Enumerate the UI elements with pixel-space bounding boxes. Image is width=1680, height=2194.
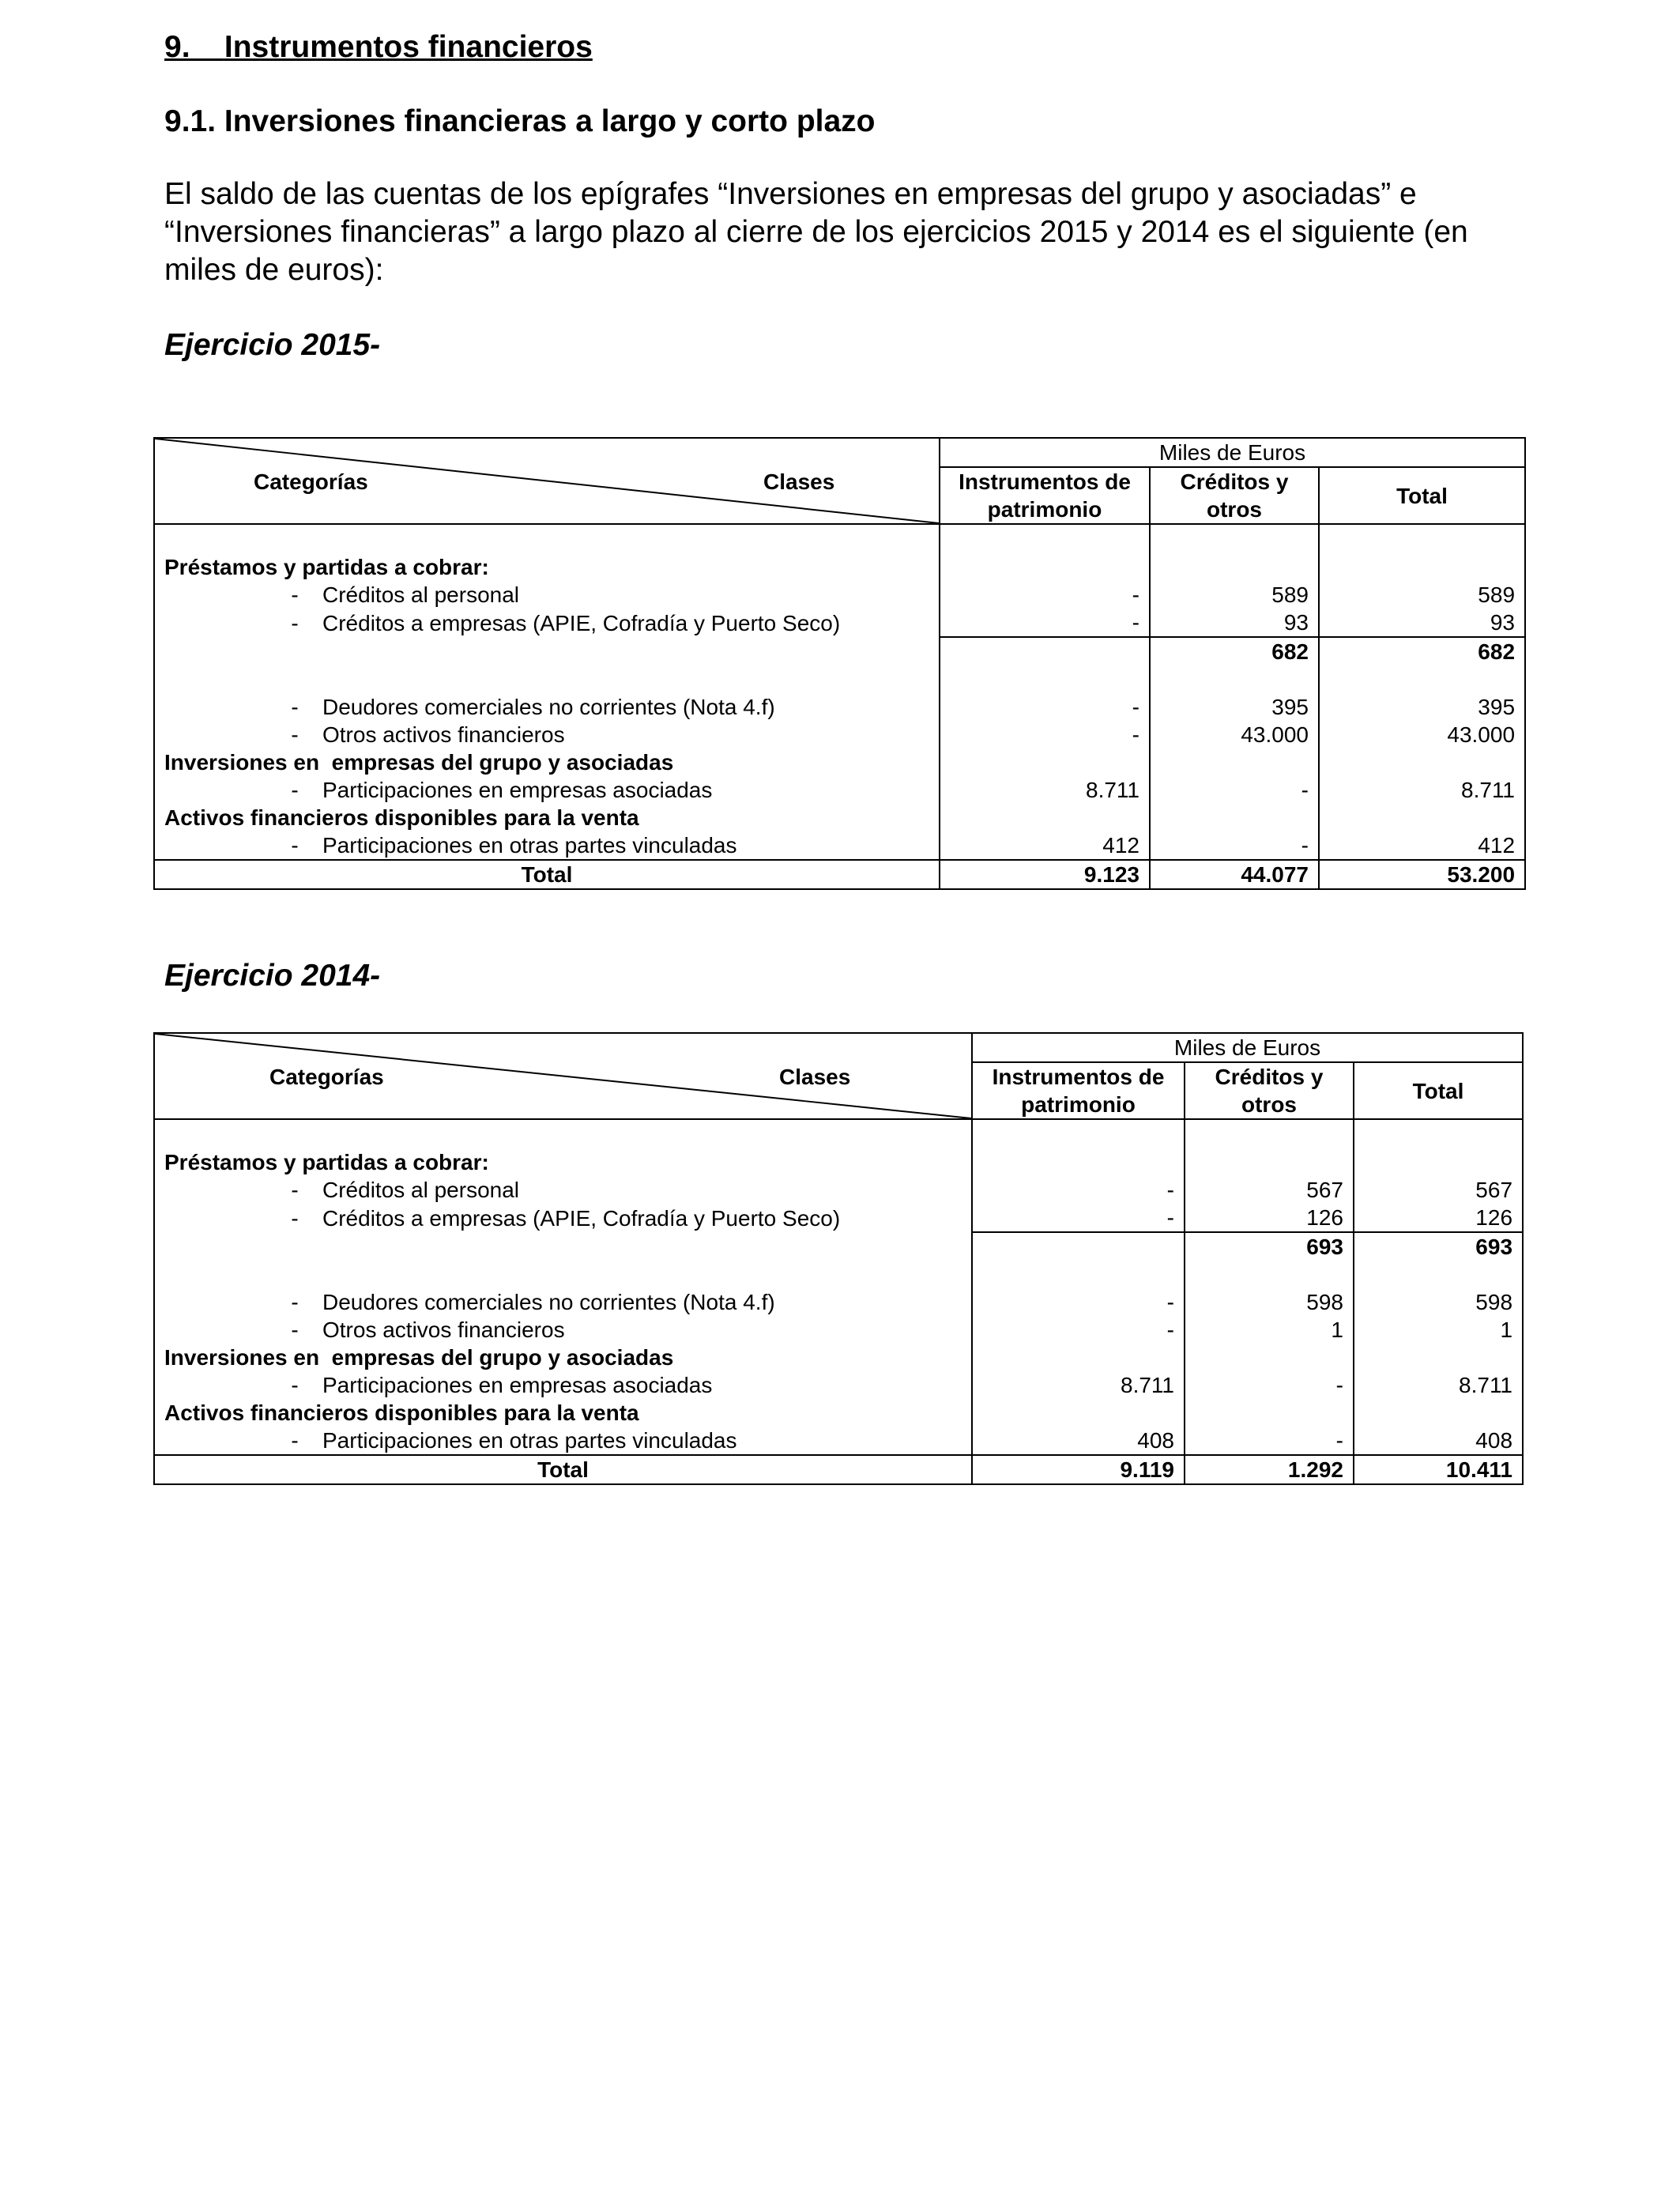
total-row: Total 9.119 1.292 10.411 [154, 1455, 1523, 1484]
col-header-creditos: Créditos y otros [1185, 1062, 1354, 1119]
inversiones-label: Inversiones en empresas del grupo y asociadas [154, 748, 940, 776]
table-row: - Créditos a empresas (APIE, Cofradía y Puerto Seco) - 126 126 [154, 1204, 1523, 1232]
col-header-instrumentos: Instrumentos de patrimonio [940, 467, 1150, 524]
table-row [154, 553, 1525, 581]
activos-label: Activos financieros disponibles para la venta [154, 1399, 972, 1427]
row-label: Participaciones en empresas asociadas [322, 778, 713, 802]
corner-header-cell [154, 438, 940, 524]
table-row [154, 748, 1525, 776]
miles-de-euros-header: Miles de Euros [940, 438, 1525, 467]
categorias-label: Categorías [269, 1065, 384, 1089]
col-header-creditos: Créditos y otros [1150, 467, 1319, 524]
row-label: Participaciones en otras partes vinculadas [322, 833, 737, 858]
prestamos-label: Préstamos y partidas a cobrar: [154, 1148, 972, 1176]
table-row: - Otros activos financieros - 1 1 [154, 1316, 1523, 1344]
table-row [154, 804, 1525, 831]
table-row: - Participaciones en otras partes vinculadas 412 - 412 [154, 831, 1525, 860]
subsection-heading: 9.1. Inversiones financieras a largo y corto plazo [164, 104, 876, 138]
section-heading [164, 30, 593, 65]
row-label: Deudores comerciales no corrientes (Nota 4.f) [322, 695, 775, 719]
section-number: 9. [164, 30, 190, 64]
year-title-2015: Ejercicio 2015- [164, 328, 381, 362]
table-row: - Créditos al personal - 567 567 [154, 1176, 1523, 1204]
row-label: Créditos a empresas (APIE, Cofradía y Puerto Seco) [322, 1206, 841, 1231]
table-row: - Otros activos financieros - 43.000 43.000 [154, 721, 1525, 748]
categorias-label: Categorías [254, 469, 368, 494]
table-row [154, 1344, 1523, 1371]
row-label: Créditos al personal [322, 582, 520, 607]
row-label: Otros activos financieros [322, 722, 565, 747]
row-label: Créditos al personal [322, 1178, 520, 1202]
subtotal-row: 682 682 [154, 637, 1525, 665]
table-row [154, 1399, 1523, 1427]
total-row: Total 9.123 44.077 53.200 [154, 860, 1525, 889]
clases-label: Clases [763, 469, 835, 494]
row-label: Créditos a empresas (APIE, Cofradía y Puerto Seco) [322, 611, 841, 635]
row-label: Otros activos financieros [322, 1318, 565, 1342]
table-row: - Deudores comerciales no corrientes (Nota 4.f) - 395 395 [154, 693, 1525, 721]
row-label: Participaciones en empresas asociadas [322, 1373, 713, 1397]
row-label: Participaciones en otras partes vinculadas [322, 1428, 737, 1453]
table-row: - Participaciones en empresas asociadas 8.711 - 8.711 [154, 776, 1525, 804]
table-row: - Deudores comerciales no corrientes (Nota 4.f) - 598 598 [154, 1288, 1523, 1316]
table-row: - Créditos al personal - 589 589 [154, 581, 1525, 609]
col-header-total: Total [1354, 1062, 1523, 1119]
col-header-instrumentos: Instrumentos de patrimonio [972, 1062, 1185, 1119]
row-label: Deudores comerciales no corrientes (Nota 4.f) [322, 1290, 775, 1314]
table-2015 [153, 437, 1526, 890]
year-title-2014: Ejercicio 2014- [164, 959, 381, 993]
miles-de-euros-header: Miles de Euros [972, 1033, 1523, 1062]
inversiones-label: Inversiones en empresas del grupo y asociadas [154, 1344, 972, 1371]
clases-label: Clases [779, 1065, 851, 1089]
table-row [154, 1148, 1523, 1176]
table-row: - Participaciones en otras partes vinculadas 408 - 408 [154, 1427, 1523, 1455]
table-row: - Créditos a empresas (APIE, Cofradía y Puerto Seco) - 93 93 [154, 609, 1525, 637]
prestamos-label: Préstamos y partidas a cobrar: [154, 553, 940, 581]
table-row: - Participaciones en empresas asociadas 8.711 - 8.711 [154, 1371, 1523, 1399]
activos-label: Activos financieros disponibles para la venta [154, 804, 940, 831]
section-title: Instrumentos financieros [224, 30, 593, 64]
corner-header-cell [154, 1033, 972, 1119]
intro-paragraph: El saldo de las cuentas de los epígrafes “Inversiones en empresas del grupo y asociadas” e “Inversiones financieras” a largo plazo al cierre de los ejercicios 2015 y 2014 es el siguiente (en miles de euros): [164, 177, 1468, 287]
col-header-total: Total [1319, 467, 1525, 524]
table-2014 [153, 1032, 1524, 1485]
subtotal-row: 693 693 [154, 1232, 1523, 1261]
